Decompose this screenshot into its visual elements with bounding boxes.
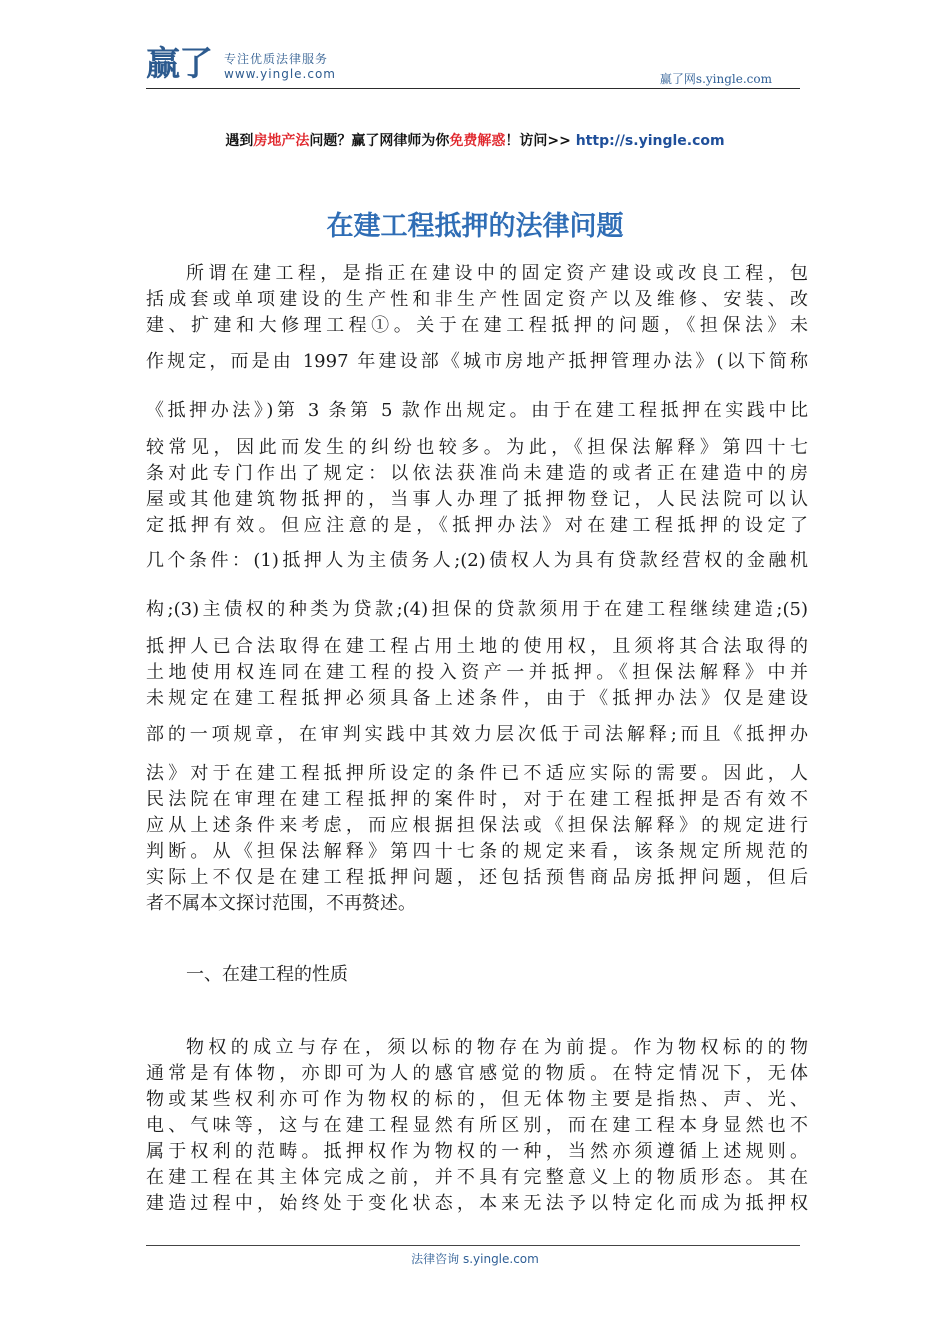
body-line: 通常是有体物，亦即可为人的感官感觉的物质。在特定情况下，无体 <box>146 1063 808 1084</box>
body-line: 土地使用权连同在建工程的投入资产一并抵押。《担保法解释》中并 <box>146 662 808 683</box>
page-header <box>146 44 800 89</box>
banner-text-1: 遇到 <box>225 133 254 149</box>
banner-highlight-topic: 房地产法 <box>253 133 310 149</box>
body-line: 构;(3)主债权的种类为贷款;(4)担保的贷款须用于在建工程继续建造;(5) <box>146 599 808 620</box>
yingle-logo[interactable]: 赢了 <box>146 44 212 84</box>
body-line: 建造过程中，始终处于变化状态，本来无法予以特定化而成为抵押权 <box>146 1193 808 1214</box>
header-site-link[interactable]: 赢了网s.yingle.com <box>659 72 772 86</box>
body-line: 未规定在建工程抵押必须具备上述条件，由于《抵押办法》仅是建设 <box>146 688 808 709</box>
banner-text-3: ！访问>> <box>505 133 576 149</box>
body-line: 者不属本文探讨范围，不再赘述。 <box>146 893 416 914</box>
body-line: 应从上述条件来考虑，而应根据担保法或《担保法解释》的规定进行 <box>146 815 808 836</box>
body-line: 民法院在审理在建工程抵押的案件时，对于在建工程抵押是否有效不 <box>146 789 808 810</box>
body-line: 属于权利的范畴。抵押权作为物权的一种，当然亦须遵循上述规则。 <box>146 1141 808 1162</box>
article-title: 在建工程抵押的法律问题 <box>326 211 624 242</box>
banner-link[interactable]: http://s.yingle.com <box>575 133 725 149</box>
body-line: 较常见，因此而发生的纠纷也较多。为此，《担保法解释》第四十七 <box>146 437 808 458</box>
banner-text-2: 问题？赢了网律师为你 <box>309 133 450 149</box>
body-line: 抵押人已合法取得在建工程占用土地的使用权，且须将其合法取得的 <box>146 636 808 657</box>
body-line: 几个条件：(1)抵押人为主债务人;(2)债权人为具有贷款经营权的金融机 <box>146 550 808 571</box>
body-line: 电、气味等，这与在建工程显然有所区别，而在建工程本身显然也不 <box>146 1115 808 1136</box>
banner-highlight-free: 免费解惑 <box>449 133 506 149</box>
body-line: 法》对于在建工程抵押所设定的条件已不适应实际的需要。因此，人 <box>146 763 808 784</box>
body-line: 判断。从《担保法解释》第四十七条的规定来看，该条规定所规范的 <box>146 841 808 862</box>
body-line: 条对此专门作出了规定：以依法获准尚未建造的或者正在建造中的房 <box>146 463 808 484</box>
body-line: 实际上不仅是在建工程抵押问题，还包括预售商品房抵押问题，但后 <box>146 867 808 888</box>
logo-slogan: 专注优质法律服务 <box>224 52 329 66</box>
body-line: 《抵押办法》)第 3 条第 5 款作出规定。由于在建工程抵押在实践中比 <box>146 400 808 421</box>
footer-divider <box>146 1245 800 1246</box>
body-line: 部的一项规章，在审判实践中其效力层次低于司法解释;而且《抵押办 <box>146 724 808 745</box>
body-line: 定抵押有效。但应注意的是，《抵押办法》对在建工程抵押的设定了 <box>146 515 808 536</box>
body-line: 物或某些权利亦可作为物权的标的，但无体物主要是指热、声、光、 <box>146 1089 808 1110</box>
body-line: 物权的成立与存在，须以标的物存在为前提。作为物权标的的物 <box>186 1037 808 1058</box>
logo-url[interactable]: www.yingle.com <box>224 67 336 81</box>
body-line: 作规定，而是由 1997 年建设部《城市房地产抵押管理办法》(以下简称 <box>146 351 808 372</box>
body-line: 屋或其他建筑物抵押的，当事人办理了抵押物登记，人民法院可以认 <box>146 489 808 510</box>
section-heading: 一、在建工程的性质 <box>186 964 348 985</box>
body-line: 括成套或单项建设的生产性和非生产性固定资产以及维修、安装、改 <box>146 289 808 310</box>
promo-banner <box>0 130 950 150</box>
footer-link[interactable]: 法律咨询 s.yingle.com <box>411 1252 539 1266</box>
body-line: 在建工程在其主体完成之前，并不具有完整意义上的物质形态。其在 <box>146 1167 808 1188</box>
body-line: 所谓在建工程，是指正在建设中的固定资产建设或改良工程，包 <box>186 263 808 284</box>
body-line: 建、扩建和大修理工程①。关于在建工程抵押的问题，《担保法》未 <box>146 315 808 336</box>
